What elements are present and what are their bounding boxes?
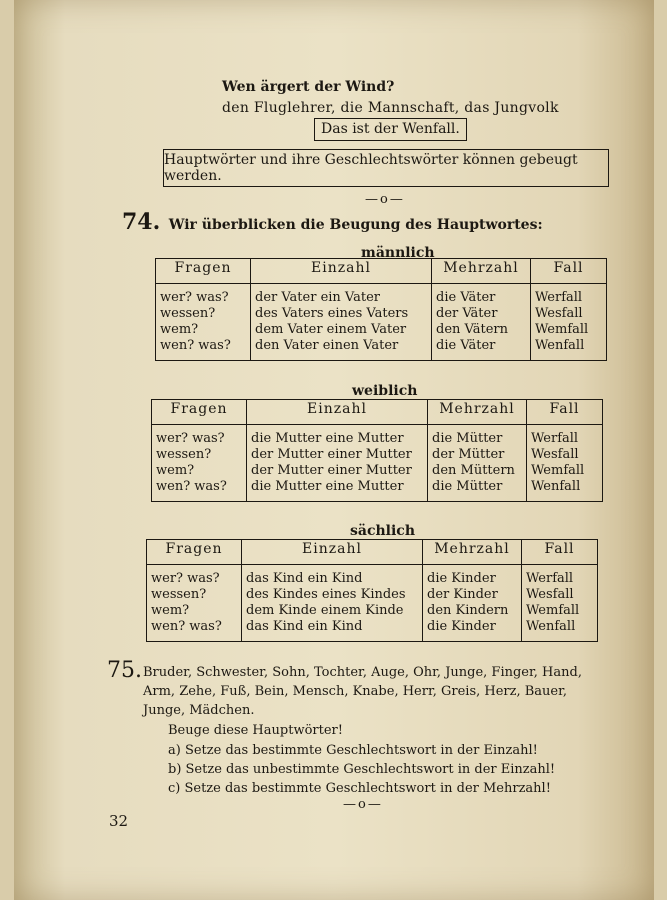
fragen-line: wen? was? [151,619,222,634]
fragen-line: wer? was? [156,431,225,446]
fall-line: Wenfall [535,338,585,353]
fragen-cell [147,565,242,642]
einzahl-line: den Vater einen Vater [255,338,399,353]
rule-box [163,149,609,187]
separator-bottom: —o— [343,797,383,812]
header-fragen: Fragen [156,259,251,284]
header-mehrzahl: Mehrzahl [423,540,522,565]
fragen-line: wer? was? [151,571,220,586]
fragen-line: wem? [151,603,190,618]
mehrzahl-line: den Müttern [432,463,515,478]
mehrzahl-line: der Väter [436,306,498,321]
fragen-line: wen? was? [156,479,227,494]
intro-question: Wen ärgert der Wind? [222,79,395,95]
task-a: a) Setze das bestimmte Geschlechtswort in der Einzahl! [168,743,538,758]
einzahl-line: der Mutter einer Mutter [251,447,412,462]
fragen-line: wessen? [160,306,216,321]
separator: —o— [365,192,405,207]
mehrzahl-line: die Mütter [432,479,503,494]
einzahl-line: das Kind ein Kind [246,571,363,586]
fragen-line: wer? was? [160,290,229,305]
page-number: 32 [109,812,129,830]
fall-line: Wenfall [531,479,581,494]
gender-label-neuter: sächlich [350,523,415,539]
fall-line: Wemfall [535,322,589,337]
table-header-row [152,400,603,425]
mehrzahl-line: der Mütter [432,447,505,462]
table-header-row [147,540,598,565]
fall-line: Werfall [535,290,583,305]
gender-label-feminine: weiblich [352,383,418,399]
mehrzahl-line: die Mütter [432,431,503,446]
fragen-cell [152,425,247,502]
gender-label-masculine: männlich [361,245,435,261]
einzahl-cell [247,425,428,502]
header-einzahl: Einzahl [251,259,432,284]
einzahl-line: des Vaters eines Vaters [255,306,409,321]
table-row [147,565,598,642]
declension-table-masculine [155,258,607,361]
intro-answer: den Fluglehrer, die Mannschaft, das Jungvolk [222,100,559,116]
mehrzahl-line: den Kindern [427,603,509,618]
header-fragen: Fragen [152,400,247,425]
fragen-cell [156,284,251,361]
table-row [152,425,603,502]
word-list-line: Bruder, Schwester, Sohn, Tochter, Auge, Ohr, Junge, Finger, Hand, [143,665,582,680]
mehrzahl-cell [432,284,531,361]
fall-cell [527,425,603,502]
mehrzahl-line: der Kinder [427,587,498,602]
rule-text: Hauptwörter und ihre Geschlechtswörter können gebeugt werden. [164,152,578,184]
einzahl-line: der Vater ein Vater [255,290,381,305]
fragen-line: wem? [160,322,199,337]
fall-line: Wemfall [531,463,585,478]
fragen-line: wessen? [156,447,212,462]
mehrzahl-cell [423,565,522,642]
einzahl-line: dem Kinde einem Kinde [246,603,404,618]
einzahl-line: dem Vater einem Vater [255,322,407,337]
declension-table-feminine [151,399,603,502]
table-row [156,284,607,361]
header-fall: Fall [522,540,598,565]
instruction: Beuge diese Hauptwörter! [168,723,343,738]
einzahl-line: die Mutter eine Mutter [251,479,404,494]
fragen-line: wem? [156,463,195,478]
section-74-title: Wir überblicken die Beugung des Hauptwortes: [168,217,543,233]
einzahl-line: der Mutter einer Mutter [251,463,412,478]
fall-cell [531,284,607,361]
header-fall: Fall [531,259,607,284]
header-fragen: Fragen [147,540,242,565]
header-einzahl: Einzahl [247,400,428,425]
fall-line: Wesfall [526,587,574,602]
fragen-line: wessen? [151,587,207,602]
header-fall: Fall [527,400,603,425]
einzahl-line: die Mutter eine Mutter [251,431,404,446]
mehrzahl-line: die Väter [436,290,496,305]
mehrzahl-line: die Kinder [427,619,496,634]
einzahl-line: des Kindes eines Kindes [246,587,406,602]
header-mehrzahl: Mehrzahl [432,259,531,284]
mehrzahl-line: die Väter [436,338,496,353]
fall-line: Wemfall [526,603,580,618]
section-74-number: 74. [122,209,161,235]
fall-line: Werfall [531,431,579,446]
declension-table-neuter [146,539,598,642]
einzahl-cell [242,565,423,642]
section-75-number: 75. [107,658,142,683]
header-einzahl: Einzahl [242,540,423,565]
fall-line: Werfall [526,571,574,586]
fall-line: Wesfall [535,306,583,321]
einzahl-line: das Kind ein Kind [246,619,363,634]
mehrzahl-cell [428,425,527,502]
section-74-heading [122,209,543,235]
einzahl-cell [251,284,432,361]
word-list-line: Junge, Mädchen. [143,703,255,718]
fall-cell [522,565,598,642]
fall-line: Wenfall [526,619,576,634]
header-mehrzahl: Mehrzahl [428,400,527,425]
task-b: b) Setze das unbestimmte Geschlechtswort in der Einzahl! [168,762,556,777]
fragen-line: wen? was? [160,338,231,353]
table-header-row [156,259,607,284]
task-c: c) Setze das bestimmte Geschlechtswort in der Mehrzahl! [168,781,551,796]
case-box: Das ist der Wenfall. [314,118,467,141]
mehrzahl-line: die Kinder [427,571,496,586]
mehrzahl-line: den Vätern [436,322,508,337]
word-list-line: Arm, Zehe, Fuß, Bein, Mensch, Knabe, Herr, Greis, Herz, Bauer, [143,684,568,699]
fall-line: Wesfall [531,447,579,462]
